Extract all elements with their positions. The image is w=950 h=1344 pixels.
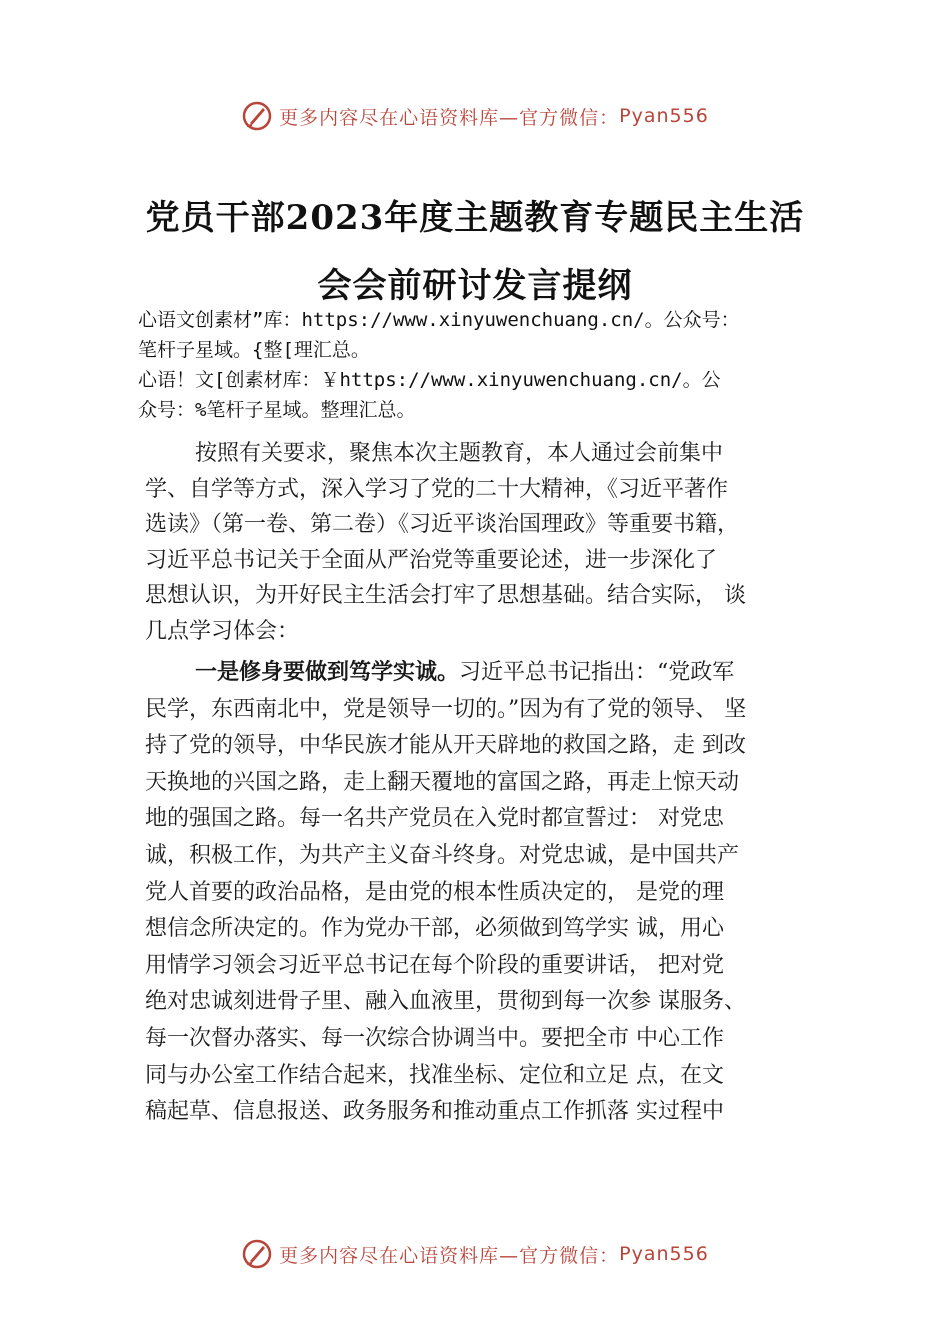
- paragraph-line: 持了党的领导，中华民族才能从开天辟地的救国之路，走 到改: [145, 733, 746, 759]
- paragraph-line: [145, 655, 835, 692]
- paragraph-line: 同与办公室工作结合起来，找准坐标、定位和立足 点，在文: [145, 1062, 724, 1088]
- paragraph-line: 习近平总书记关于全面从严治党等重要论述，进一步深化了: [145, 547, 718, 573]
- quill-seal-icon: [241, 1238, 273, 1270]
- paragraph-line: 按照有关要求，聚焦本次主题教育，本人通过会前集中: [195, 441, 724, 466]
- paragraph-line: 诚，积极工作，为共产主义奋斗终身。对党忠诚，是中国共产: [145, 842, 740, 868]
- footer-watermark: [0, 1234, 950, 1274]
- paragraph-line: 选读》（第一卷、第二卷）《习近平谈治国理政》等重要书籍，: [145, 512, 740, 537]
- paragraph-line: 学、自学等方式，深入学习了党的二十大精神，《习近平著作: [145, 476, 729, 502]
- watermark-wechat-id: Pyan556: [619, 105, 709, 127]
- paragraph-line: 民学，东西南北中，党是领导一切的。”因为有了党的领导、 坚: [145, 696, 747, 722]
- paragraph-line: 地的强国之路。每一名共产党员在入党时都宣誓过： 对党忠: [145, 806, 724, 832]
- watermark-wechat-id: Pyan556: [619, 1243, 709, 1265]
- paragraph-line: 每一次督办落实、每一次综合协调当中。要把全市 中心工作: [145, 1025, 724, 1051]
- source-note-line: 众号：%笔杆子星域。整理汇总。: [138, 399, 416, 421]
- watermark-text: 更多内容尽在心语资料库—官方微信：: [279, 1244, 620, 1267]
- paragraph-line-rest: 习近平总书记指出：“党政军: [459, 660, 735, 685]
- paragraph-line: 天换地的兴国之路，走上翻天覆地的富国之路，再走上惊天动: [145, 769, 740, 795]
- paragraph-lead-heading: 一是修身要做到笃学实诚。: [195, 660, 460, 685]
- paragraph-line: 几点学习体会：: [145, 618, 300, 644]
- paragraph-line: 想信念所决定的。作为党办干部，必须做到笃学实 诚，用心: [145, 916, 724, 942]
- paragraph-intro: [145, 436, 835, 649]
- paragraph-line: 绝对忠诚刻进骨子里、融入血液里，贯彻到每一次参 谋服务、: [145, 989, 746, 1015]
- header-watermark: [0, 96, 950, 136]
- paragraph-line: 思想认识，为开好民主生活会打牢了思想基础。结合实际， 谈: [145, 583, 746, 608]
- document-title-line1: 党员干部2023年度主题教育专题民主生活: [145, 198, 805, 238]
- paragraph-line: 用情学习领会习近平总书记在每个阶段的重要讲话， 把对党: [145, 952, 724, 978]
- document-title-line2: 会会前研讨发言提纲: [317, 266, 633, 306]
- paragraph-line: 稿起草、信息报送、政务服务和推动重点工作抓落 实过程中: [145, 1099, 724, 1125]
- source-note-line: 心语！文[创素材库：￥https://www.xinyuwenchuang.cn/。公: [138, 369, 721, 391]
- source-note-1: [138, 305, 858, 365]
- paragraph-line: 党人首要的政治品格，是由党的根本性质决定的， 是党的理: [145, 879, 724, 905]
- source-note-line: 心语文创素材”库：https://www.xinyuwenchuang.cn/。公众号：: [138, 309, 740, 331]
- source-note-2: [138, 365, 858, 425]
- quill-seal-icon: [241, 100, 273, 132]
- paragraph-self-cultivation: [145, 655, 835, 1131]
- source-note-line: 笔杆子星域。{整[理汇总。: [138, 339, 370, 361]
- watermark-text: 更多内容尽在心语资料库—官方微信：: [279, 106, 620, 129]
